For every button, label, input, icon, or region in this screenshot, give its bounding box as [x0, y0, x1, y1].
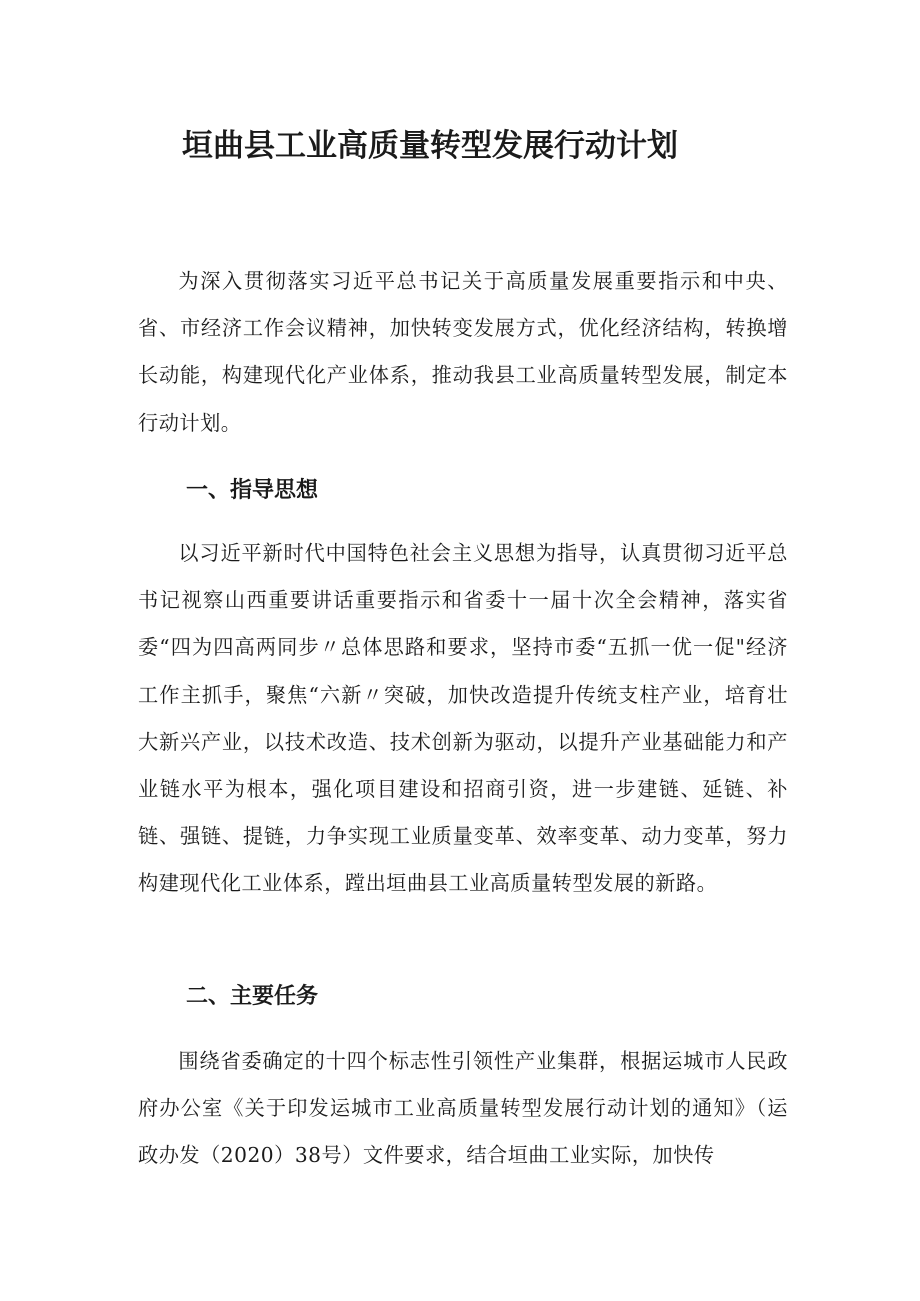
section-paragraph-main-tasks: 围绕省委确定的十四个标志性引领性产业集群，根据运城市人民政府办公室《关于印发运城市工业高质量转型发展行动计划的通知》（运政办发（2020）38号）文件要求，结合垣曲工业实际，加快传 [138, 1049, 788, 1168]
intro-paragraph: 为深入贯彻落实习近平总书记关于高质量发展重要指示和中央、省、市经济工作会议精神，加快转变发展方式，优化经济结构，转换增长动能，构建现代化产业体系，推动我县工业高质量转型发展，制定本行动计划。 [138, 269, 788, 435]
section-heading-main-tasks: 二、主要任务 [186, 984, 319, 1009]
document-title: 垣曲县工业高质量转型发展行动计划 [182, 128, 678, 164]
section-paragraph-guiding-ideology: 以习近平新时代中国特色社会主义思想为指导，认真贯彻习近平总书记视察山西重要讲话重要指示和省委十一届十次全会精神，落实省委“四为四高两同步〃总体思路和要求，坚持市委“五抓一优一促"经济工作主抓手，聚焦“六新〃突破，加快改造提升传统支柱产业，培育壮大新兴产业，以技术改造、技术创新为驱动，以提升产业基础能力和产业链水平为根本，强化项目建设和招商引资，进一步建链、延链、补链、强链、提链，力争实现工业质量变革、效率变革、动力变革，努力构建现代化工业体系，蹚出垣曲县工业高质量转型发展的新路。 [138, 541, 788, 896]
section-heading-guiding-ideology: 一、指导思想 [186, 478, 319, 503]
